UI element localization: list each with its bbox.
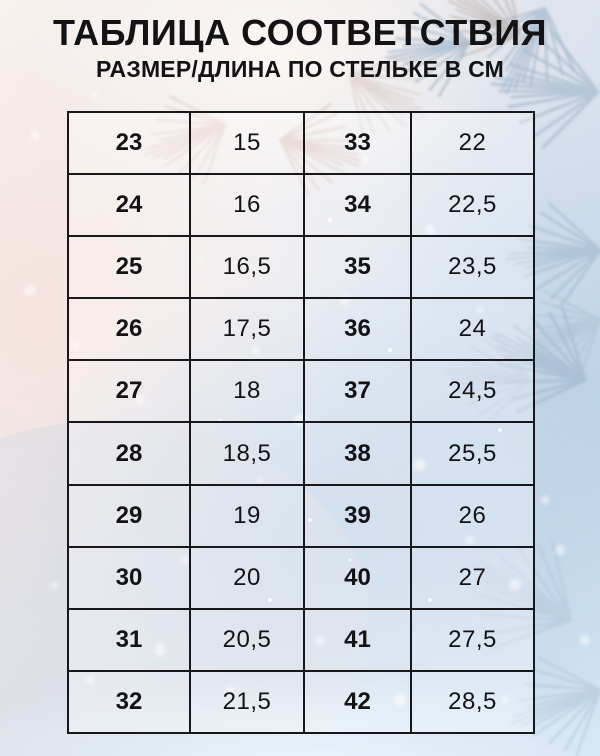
length-cell-left: 20,5 <box>190 609 304 671</box>
size-cell-right: 41 <box>304 609 411 671</box>
size-cell-right: 33 <box>304 112 411 174</box>
size-cell-right: 40 <box>304 547 411 609</box>
length-cell-left: 20 <box>190 547 304 609</box>
size-cell-left: 24 <box>68 174 190 236</box>
table-row <box>68 236 534 298</box>
length-cell-left: 16 <box>190 174 304 236</box>
length-cell-right: 24,5 <box>411 360 534 422</box>
size-cell-right: 39 <box>304 485 411 547</box>
length-cell-right: 27 <box>411 547 534 609</box>
size-cell-right: 42 <box>304 671 411 733</box>
table-row <box>68 112 534 174</box>
length-cell-left: 15 <box>190 112 304 174</box>
length-cell-left: 19 <box>190 485 304 547</box>
table-row <box>68 360 534 422</box>
size-cell-left: 28 <box>68 422 190 484</box>
size-conversion-table <box>67 111 535 734</box>
header <box>0 13 600 82</box>
table-row <box>68 671 534 733</box>
length-cell-right: 23,5 <box>411 236 534 298</box>
length-cell-right: 25,5 <box>411 422 534 484</box>
length-cell-left: 17,5 <box>190 298 304 360</box>
page-title: ТАБЛИЦА СООТВЕТСТВИЯ <box>52 12 548 53</box>
size-cell-left: 30 <box>68 547 190 609</box>
length-cell-left: 21,5 <box>190 671 304 733</box>
size-cell-right: 38 <box>304 422 411 484</box>
length-cell-right: 22,5 <box>411 174 534 236</box>
table-row <box>68 547 534 609</box>
table-row <box>68 174 534 236</box>
size-cell-left: 26 <box>68 298 190 360</box>
length-cell-right: 28,5 <box>411 671 534 733</box>
size-table-body <box>68 112 534 733</box>
size-cell-left: 32 <box>68 671 190 733</box>
length-cell-right: 24 <box>411 298 534 360</box>
table-row <box>68 422 534 484</box>
size-cell-right: 34 <box>304 174 411 236</box>
size-cell-left: 25 <box>68 236 190 298</box>
size-cell-left: 23 <box>68 112 190 174</box>
length-cell-right: 27,5 <box>411 609 534 671</box>
length-cell-left: 18,5 <box>190 422 304 484</box>
size-cell-right: 35 <box>304 236 411 298</box>
size-cell-left: 27 <box>68 360 190 422</box>
size-cell-right: 36 <box>304 298 411 360</box>
table-row <box>68 298 534 360</box>
table-row <box>68 485 534 547</box>
length-cell-left: 18 <box>190 360 304 422</box>
length-cell-right: 22 <box>411 112 534 174</box>
length-cell-left: 16,5 <box>190 236 304 298</box>
length-cell-right: 26 <box>411 485 534 547</box>
page-subtitle: РАЗМЕР/ДЛИНА ПО СТЕЛЬКЕ В СМ <box>96 55 504 82</box>
size-cell-left: 31 <box>68 609 190 671</box>
size-cell-left: 29 <box>68 485 190 547</box>
size-cell-right: 37 <box>304 360 411 422</box>
table-row <box>68 609 534 671</box>
